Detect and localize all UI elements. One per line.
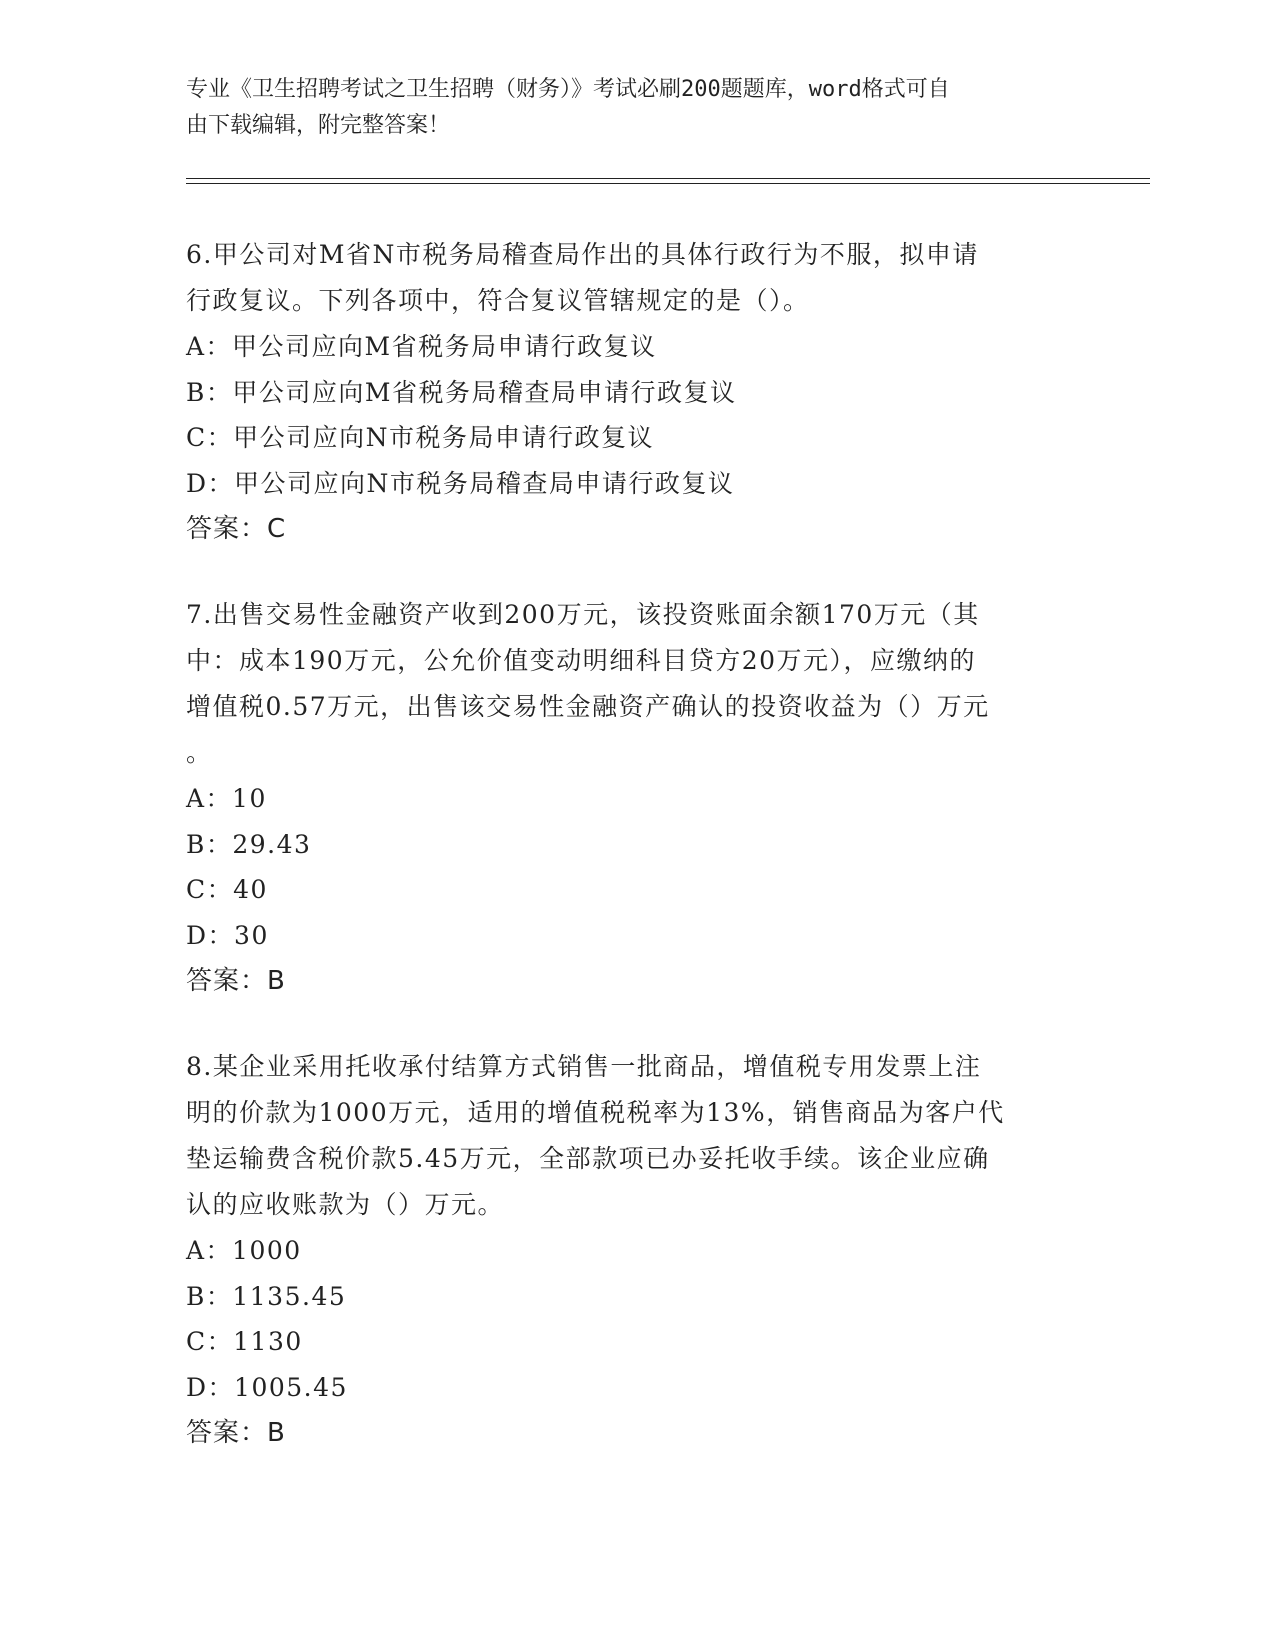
answer-line: 答案：C: [186, 514, 287, 544]
option-d: D：甲公司应向N市税务局稽查局申请行政复议: [186, 468, 735, 498]
answer-line: 答案：B: [186, 966, 286, 996]
question-text: [186, 1044, 1066, 1228]
header-line-2: 由下载编辑，附完整答案！: [186, 113, 451, 138]
option-b: B：甲公司应向M省税务局稽查局申请行政复议: [186, 377, 737, 407]
header-line-1: 专业《卫生招聘考试之卫生招聘（财务）》考试必刷200题题库，word格式可自: [186, 77, 950, 102]
question-line: 增值税0.57万元，出售该交易性金融资产确认的投资收益为（）万元: [186, 692, 990, 721]
question-text: [186, 592, 1066, 776]
option-d: D：30: [186, 920, 269, 950]
question-line: 垫运输费含税价款5.45万元，全部款项已办妥托收手续。该企业应确: [186, 1144, 990, 1173]
option-d: D：1005.45: [186, 1372, 348, 1402]
option-c: C：1130: [186, 1327, 303, 1356]
question-line: 认的应收账款为（）万元。: [186, 1190, 505, 1219]
question-list: [186, 232, 1066, 1496]
question-6: [186, 232, 1066, 552]
question-line: 行政复议。下列各项中，符合复议管辖规定的是（）。: [186, 286, 810, 315]
document-header: [186, 72, 1066, 144]
option-a: A：1000: [186, 1236, 302, 1265]
question-line: 8.某企业采用托收承付结算方式销售一批商品，增值税专用发票上注: [186, 1052, 982, 1081]
question-line: 。: [186, 738, 213, 767]
header-divider-bottom: [186, 183, 1150, 184]
option-b: B：1135.45: [186, 1281, 347, 1311]
question-text: [186, 232, 1066, 324]
header-divider-top: [186, 178, 1150, 179]
answer-line: 答案：B: [186, 1418, 286, 1448]
question-line: 明的价款为1000万元，适用的增值税税率为13%，销售商品为客户代: [186, 1098, 1005, 1127]
option-b: B：29.43: [186, 829, 312, 859]
question-7: [186, 592, 1066, 1004]
option-a: A：甲公司应向M省税务局申请行政复议: [186, 332, 657, 361]
option-c: C：甲公司应向N市税务局申请行政复议: [186, 423, 655, 452]
question-line: 6.甲公司对M省N市税务局稽查局作出的具体行政行为不服，拟申请: [186, 240, 979, 269]
option-a: A：10: [186, 784, 267, 813]
question-line: 中：成本190万元，公允价值变动明细科目贷方20万元），应缴纳的: [186, 646, 977, 675]
option-c: C：40: [186, 875, 268, 904]
question-line: 7.出售交易性金融资产收到200万元，该投资账面余额170万元（其: [186, 600, 980, 629]
question-8: [186, 1044, 1066, 1456]
